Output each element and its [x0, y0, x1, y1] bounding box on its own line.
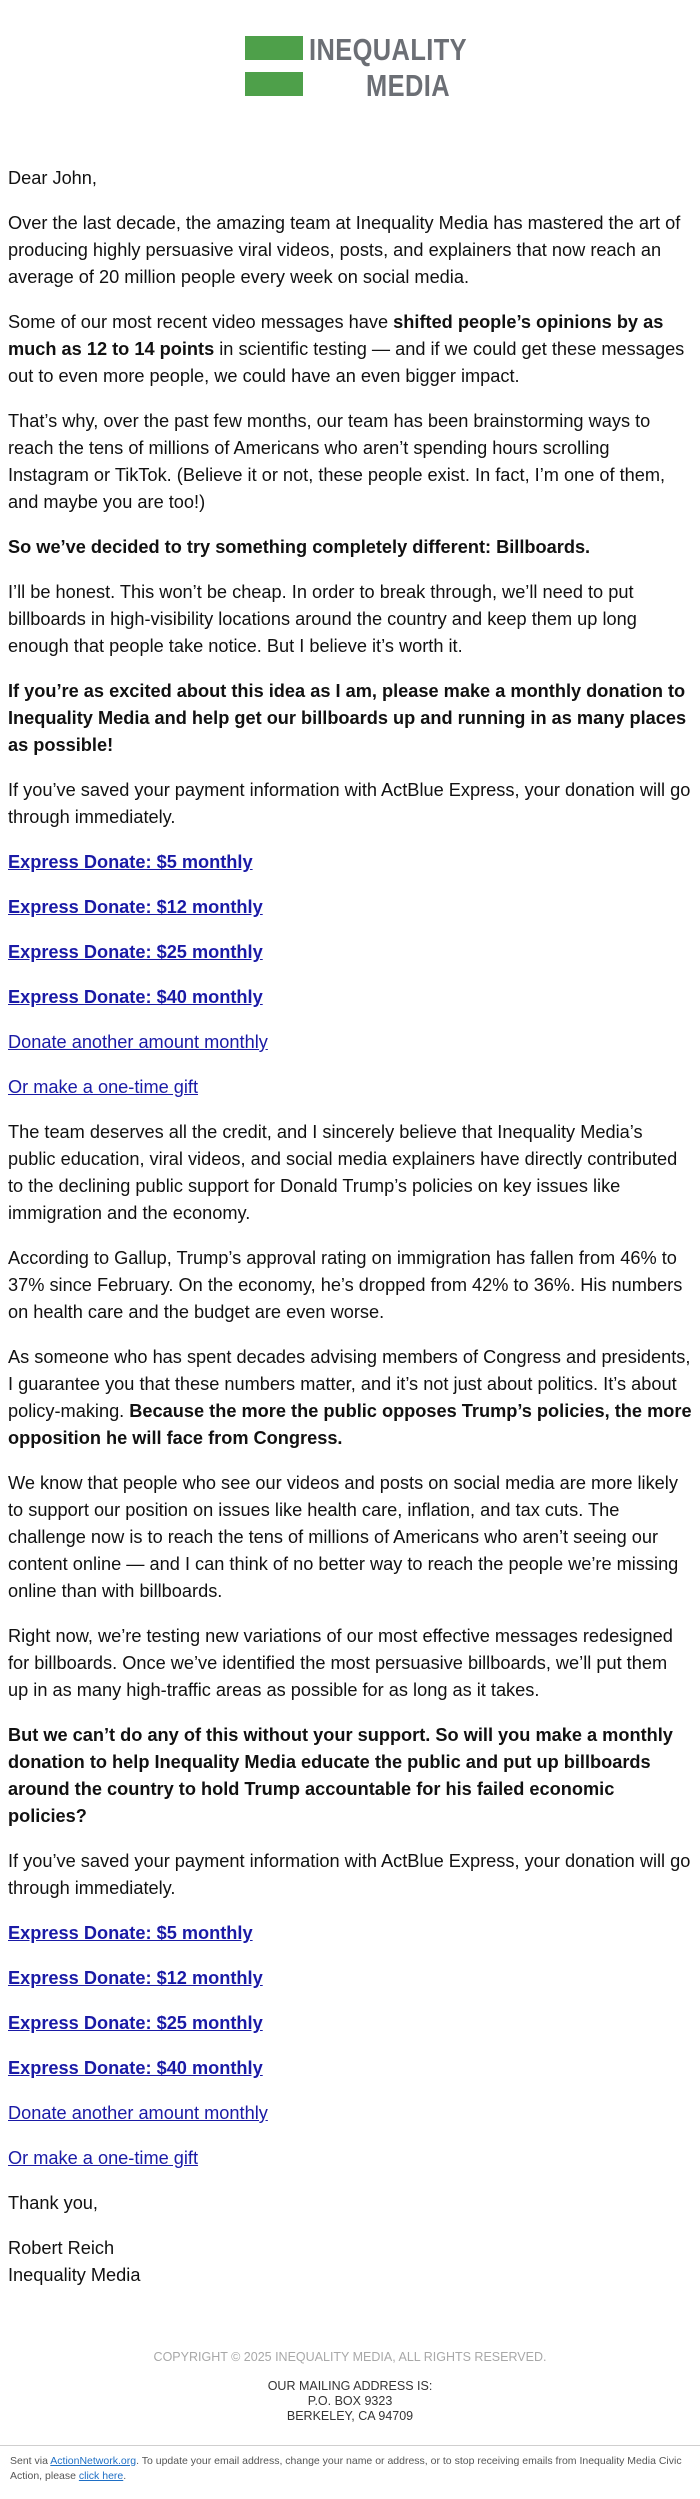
paragraph: That’s why, over the past few months, our team has been brainstorming ways to reach the tens of millions of Americans who aren’t spending hours scrolling Instagram or TikTok. (Believe it or not, these people exist. In fact, I’m one of them, and maybe you are too!) — [8, 411, 666, 512]
paragraph: We know that people who see our videos and posts on social media are more likely to support our position on issues like health care, inflation, and tax cuts. The challenge now is to reach the tens of millions of Americans who aren’t seeing our content online — and I can think of no better way to reach the people we’re missing online than with billboards. — [8, 1473, 679, 1601]
signer-org: Inequality Media — [8, 2265, 141, 2285]
paragraph: Right now, we’re testing new variations of our most effective messages redesigned for billboards. Once we’ve identified the most persuasive billboards, we’ll put them up in as many high-traffic areas as possible for as long as it takes. — [8, 1626, 673, 1700]
emphasis: shifted people’s opinions by as much as 12 to 14 points — [8, 312, 664, 359]
paragraph: Some of our most recent video messages have shifted people’s opinions by as much as 12 to 14 points in scientific testing — and if we could get these messages out to even more people, we could have an even bigger impact. — [8, 312, 685, 386]
sign-off: Thank you, — [8, 2193, 98, 2213]
actionnetwork-link[interactable]: ActionNetwork.org — [50, 2455, 137, 2467]
mailing-address — [0, 2379, 700, 2424]
donation-ask: If you’re as excited about this idea as I am, please make a monthly donation to Inequality Media and help get our billboards up and running in as many places as possible! — [8, 681, 687, 755]
sent-via-notice: Sent via ActionNetwork.org. To update your email address, change your name or address, or to stop receiving emails from Inequality Media Civic Action, please click here. — [0, 2445, 700, 2484]
express-donate-5-link[interactable]: Express Donate: $5 monthly — [8, 1923, 253, 1943]
paragraph: If you’ve saved your payment information with ActBlue Express, your donation will go through immediately. — [8, 1851, 691, 1898]
paragraph: Over the last decade, the amazing team at Inequality Media has mastered the art of producing highly persuasive viral videos, posts, and explainers that now reach an average of 20 million people every week on social media. — [8, 213, 681, 287]
donate-other-amount-link[interactable]: Donate another amount monthly — [8, 2103, 268, 2123]
signature — [8, 2235, 692, 2289]
paragraph: The team deserves all the credit, and I sincerely believe that Inequality Media’s public education, viral videos, and social media explainers have directly contributed to the declining public support for Donald Trump’s policies on key issues like immigration and the economy. — [8, 1122, 678, 1223]
greeting: Dear John, — [8, 168, 97, 188]
address-label: OUR MAILING ADDRESS IS: — [267, 2379, 433, 2393]
logo-bar-bottom — [245, 72, 303, 96]
express-donate-25-link[interactable]: Express Donate: $25 monthly — [8, 2013, 263, 2033]
express-donate-25-link[interactable]: Express Donate: $25 monthly — [8, 942, 263, 962]
email-footer — [0, 2350, 700, 2424]
express-donate-5-link[interactable]: Express Donate: $5 monthly — [8, 852, 253, 872]
paragraph: I’ll be honest. This won’t be cheap. In order to break through, we’ll need to put billboards in high-visibility locations around the country and keep them up long enough that people take notice. But I believe it’s worth it. — [8, 582, 637, 656]
emphasis: Because the more the public opposes Trump’s policies, the more opposition he will face from Congress. — [8, 1401, 692, 1448]
unsubscribe-link[interactable]: click here — [78, 2470, 124, 2482]
inequality-media-logo[interactable] — [245, 32, 468, 103]
express-donate-40-link[interactable]: Express Donate: $40 monthly — [8, 2058, 263, 2078]
one-time-gift-link[interactable]: Or make a one-time gift — [8, 2148, 199, 2168]
paragraph: If you’ve saved your payment information with ActBlue Express, your donation will go through immediately. — [8, 780, 691, 827]
express-donate-12-link[interactable]: Express Donate: $12 monthly — [8, 897, 263, 917]
address-line: BERKELEY, CA 94709 — [286, 2409, 414, 2423]
express-donate-12-link[interactable]: Express Donate: $12 monthly — [8, 1968, 263, 1988]
paragraph: As someone who has spent decades advising members of Congress and presidents, I guarantee you that these numbers matter, and it’s not just about politics. It’s about policy-making. Because the more the public opposes Trump’s policies, the more opposition he will face from Congress. — [8, 1347, 692, 1448]
paragraph: According to Gallup, Trump’s approval rating on immigration has fallen from 46% to 37% since February. On the economy, he’s dropped from 42% to 36%. His numbers on health care and the budget are even worse. — [8, 1248, 683, 1322]
logo-text-line1: INEQUALITY — [309, 32, 468, 67]
email-body — [0, 130, 700, 2289]
logo-text-line2: MEDIA — [366, 68, 450, 103]
email-header — [0, 0, 700, 130]
signer-name: Robert Reich — [8, 2238, 115, 2258]
paragraph-bold: So we’ve decided to try something completely different: Billboards. — [8, 537, 591, 557]
address-line: P.O. BOX 9323 — [307, 2394, 393, 2408]
logo-bar-top — [245, 36, 303, 60]
donate-other-amount-link[interactable]: Donate another amount monthly — [8, 1032, 268, 1052]
copyright: COPYRIGHT © 2025 INEQUALITY MEDIA, ALL RIGHTS RESERVED. — [153, 2350, 547, 2364]
donation-ask: But we can’t do any of this without your support. So will you make a monthly donation to help Inequality Media educate the public and put up billboards around the country to hold Trump accountable for his failed economic policies? — [8, 1725, 673, 1826]
express-donate-40-link[interactable]: Express Donate: $40 monthly — [8, 987, 263, 1007]
one-time-gift-link[interactable]: Or make a one-time gift — [8, 1077, 199, 1097]
